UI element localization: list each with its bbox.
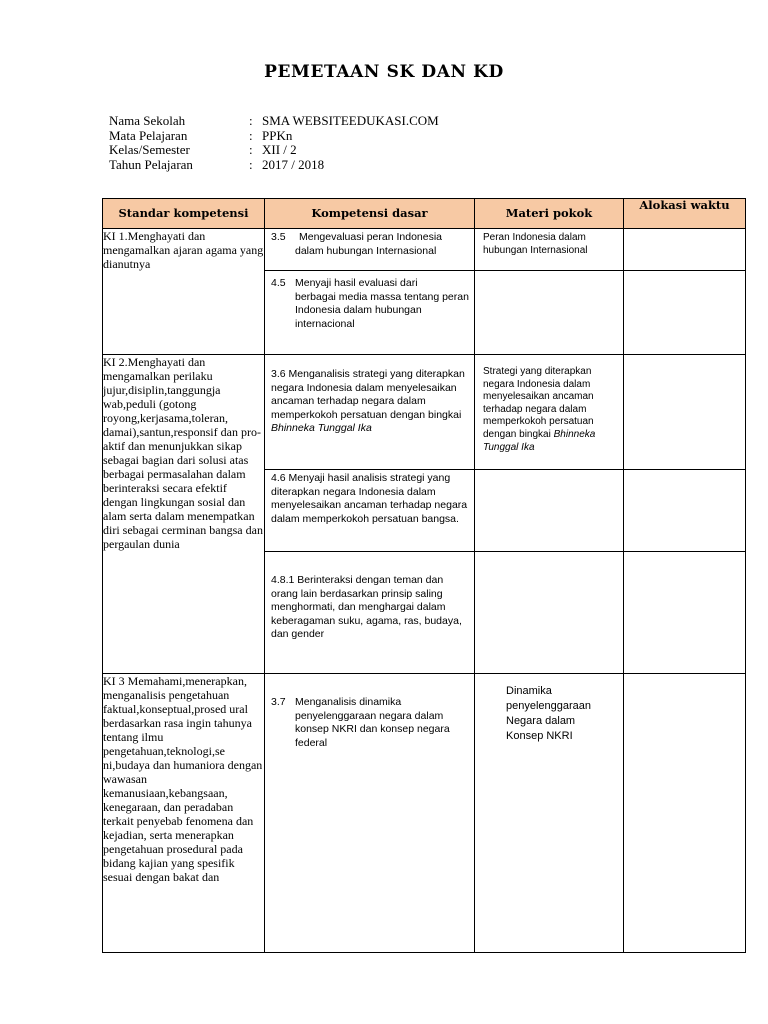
aw-cell (624, 271, 746, 355)
mp-text: Strategi yang diterapkan negara Indonesia dalam menyelesaikan ancaman terhadap negara dalam memperkokoh persatuan dengan bingkai (483, 366, 594, 440)
school-info (109, 114, 439, 172)
header-standar-kompetensi: Standar kompetensi (103, 199, 265, 229)
header-alokasi-waktu: Alokasi waktu (624, 199, 746, 229)
info-value: PPKn (262, 127, 293, 143)
table-header-row (103, 199, 746, 229)
mp-cell: Peran Indonesia dalam hubungan Internasional (475, 229, 624, 271)
kd-cell (265, 229, 475, 271)
info-value: XII / 2 (262, 142, 297, 157)
info-colon: : (249, 156, 253, 172)
info-colon: : (249, 127, 253, 143)
header-kompetensi-dasar: Kompetensi dasar (265, 199, 475, 229)
mp-cell (475, 271, 624, 355)
kd-text: Menyaji hasil evaluasi dari (295, 277, 418, 289)
kd-number: 3.7 (271, 696, 286, 708)
info-label: Kelas/Semester (109, 142, 190, 157)
info-value: SMA WEBSITEEDUKASI.COM (262, 113, 439, 128)
aw-cell (624, 355, 746, 470)
mp-cell: Dinamika penyelenggaraan Negara dalam Konsep NKRI (475, 674, 624, 953)
kd-cell (265, 271, 475, 355)
kd-text: 3.6 Menganalisis strategi yang diterapkan negara Indonesia dalam menyelesaikan ancaman terhadap negara dalam memperkokoh persatuan dengan bingkai (271, 368, 465, 421)
kd-text: berbagai media massa tentang peran Indonesia dalam hubungan internacional (295, 290, 469, 330)
kd-number: 4.5 (271, 277, 286, 289)
info-label: Nama Sekolah (109, 113, 186, 128)
mapping-table (102, 198, 746, 953)
table-row (103, 355, 746, 470)
sk-cell: KI 2.Menghayati dan mengamalkan perilaku jujur,disiplin,tanggungja wab,peduli (gotong royong,kerjasama,toleran, damai),santun,responsif dan pro-aktif dan menunjukkan sikap sebagai bagian dari solusi atas berbagai permasalahan dalam berinteraksi secara efektif dengan lingkungan sosial dan alam serta dalam menempatkan diri sebagai cerminan bangsa dan pergaulan dunia (103, 355, 265, 674)
kd-text: Mengevaluasi peran Indonesia (299, 231, 443, 243)
aw-cell (624, 470, 746, 552)
info-row-class (109, 143, 439, 158)
aw-cell (624, 674, 746, 953)
mp-cell (475, 470, 624, 552)
kd-cell: 4.6 Menyaji hasil analisis strategi yang diterapkan negara Indonesia dalam menyelesaikan ancaman terhadap negara dalam memperkokoh persatuan bangsa. (265, 470, 475, 552)
mp-cell (475, 355, 624, 470)
info-colon: : (249, 113, 253, 128)
aw-cell (624, 229, 746, 271)
kd-cell: 4.8.1 Berinteraksi dengan teman dan orang lain berdasarkan prinsip saling menghormati, dan menghargai dalam keberagaman suku, agama, ras, budaya, dan gender (265, 552, 475, 674)
mp-cell (475, 552, 624, 674)
sk-cell: KI 1.Menghayati dan mengamalkan ajaran agama yang dianutnya (103, 229, 265, 355)
kd-text: dalam hubungan Internasional (295, 244, 437, 257)
mp-text-italic: Bhinneka Tunggal Ika (483, 428, 596, 453)
table-row (103, 674, 746, 953)
info-value: 2017 / 2018 (262, 156, 325, 172)
aw-cell (624, 552, 746, 674)
kd-cell (265, 355, 475, 470)
kd-text-italic: Bhinneka Tunggal Ika (271, 422, 372, 435)
kd-text: penyelenggaraan negara dalam konsep NKRI dan konsep negara federal (295, 709, 450, 749)
info-row-school (109, 114, 439, 129)
info-row-subject (109, 129, 439, 144)
kd-cell (265, 674, 475, 953)
sk-cell: KI 3 Memahami,menerapkan, menganalisis pengetahuan faktual,konseptual,prosed ural berdasarkan rasa ingin tahunya tentang ilmu pengetahuan,teknologi,se ni,budaya dan humaniora dengan wawasan kemanusiaan,kebangsaan, kenegaraan, dan peradaban terkait penyebab fenomena dan kejadian, serta menerapkan pengetahuan prosedural pada bidang kajian yang spesifik sesuai dengan bakat dan (103, 674, 265, 953)
document-title: PEMETAAN SK DAN KD (264, 62, 504, 82)
header-materi-pokok: Materi pokok (475, 199, 624, 229)
info-colon: : (249, 142, 253, 157)
info-label: Tahun Pelajaran (109, 156, 193, 172)
kd-text: Menganalisis dinamika (295, 696, 402, 708)
info-row-year (109, 158, 439, 173)
kd-number: 3.5 (271, 231, 286, 243)
info-label: Mata Pelajaran (109, 127, 188, 143)
table-row (103, 229, 746, 271)
